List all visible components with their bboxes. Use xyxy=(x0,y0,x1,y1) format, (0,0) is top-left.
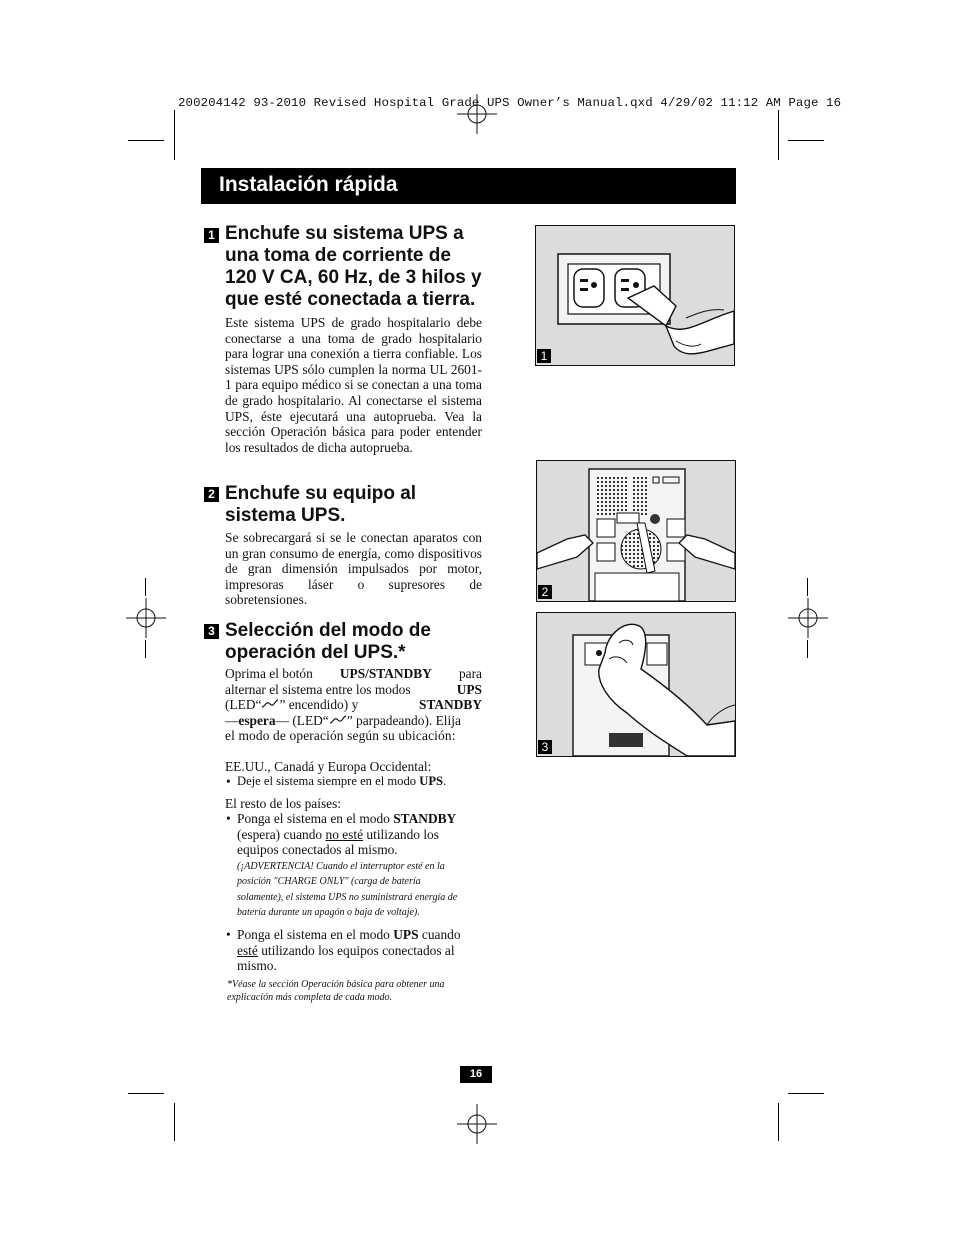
step-1-heading-line: una toma de corriente de xyxy=(225,245,451,266)
bullet-line xyxy=(237,927,487,943)
page-title: Instalación rápida xyxy=(219,173,398,196)
step-3-heading-line: operación del UPS.* xyxy=(225,642,406,663)
bullet-line: mismo. xyxy=(237,958,277,974)
text: Oprima el botón xyxy=(225,666,313,681)
warning-line: posición "CHARGE ONLY" (carga de batería xyxy=(237,876,421,888)
press-button-illustration xyxy=(537,613,735,756)
paragraph-line xyxy=(225,666,482,682)
crop-mark xyxy=(788,1093,824,1094)
text: cuando xyxy=(421,927,461,942)
crop-mark xyxy=(128,140,164,141)
text: no esté xyxy=(325,826,364,842)
text: UPS xyxy=(419,774,444,788)
crop-mark xyxy=(145,578,146,596)
step-3-paragraph xyxy=(225,666,482,744)
paragraph-line xyxy=(225,697,482,713)
text: espera xyxy=(238,712,276,728)
step-1-heading xyxy=(225,223,505,311)
footnote-line: explicación más completa de cada modo. xyxy=(227,991,392,1003)
text: utilizando los xyxy=(366,826,439,842)
footnote-line: *Véase la sección Operación básica para obtener una xyxy=(227,979,445,990)
crop-mark xyxy=(807,578,808,596)
text xyxy=(225,697,358,713)
crop-mark xyxy=(778,110,779,160)
step-1-heading-line: Enchufe su sistema UPS a xyxy=(225,223,464,244)
ups-standby-button-label: UPS/STANDBY xyxy=(339,666,432,681)
step-2-heading xyxy=(225,483,485,527)
step-2-heading-line: sistema UPS. xyxy=(225,505,346,526)
step-2-heading-line: Enchufe su equipo al xyxy=(225,483,417,504)
figure-2-label: 2 xyxy=(538,585,552,599)
text: Ponga el sistema en el modo xyxy=(237,927,390,942)
paragraph-line xyxy=(225,682,482,698)
bullet-line: equipos conectados al mismo. xyxy=(237,842,398,858)
text: Ponga el sistema en el modo xyxy=(237,811,390,826)
text: alternar el sistema entre los modos xyxy=(225,681,411,697)
bullet-dot: • xyxy=(226,927,231,942)
text: — (LED“ xyxy=(275,712,329,728)
wall-outlet-illustration xyxy=(536,226,734,365)
text xyxy=(225,713,461,729)
page-number: 16 xyxy=(460,1066,492,1083)
text: (espera) cuando xyxy=(237,826,323,842)
step-2-number: 2 xyxy=(204,487,219,502)
crop-mark xyxy=(128,1093,164,1094)
registration-mark-icon xyxy=(124,596,168,640)
step-2-body: Se sobrecargará si se le conectan aparatos con un gran consumo de energía, como dispositivos de gran dimensión impulsados por motor, impresoras láser o supresores de sobretensiones. xyxy=(225,530,482,608)
region-heading: EE.UU., Canadá y Europa Occidental: xyxy=(225,759,432,774)
warning-line: solamente), el sistema UPS no suministrará energía de xyxy=(237,891,458,903)
figure-2-ups-rear-panel xyxy=(536,460,736,602)
text: STANDBY xyxy=(393,811,457,826)
crop-mark xyxy=(174,1103,175,1141)
bullet-line xyxy=(237,811,487,827)
warning-line: batería durante un apagón o baja de voltaje). xyxy=(237,907,420,919)
step-3-heading-line: Selección del modo de xyxy=(225,620,431,641)
text: ” parpadeando). Elija xyxy=(346,712,461,728)
bullet-dot: • xyxy=(226,774,231,789)
step-1-heading-line: que esté conectada a tierra. xyxy=(225,289,476,310)
registration-mark-icon xyxy=(455,1102,499,1146)
text: para xyxy=(458,666,482,681)
registration-mark-icon xyxy=(786,596,830,640)
sine-wave-icon xyxy=(329,714,347,726)
crop-mark xyxy=(174,110,175,160)
text: . xyxy=(443,774,447,788)
bullet-dot: • xyxy=(226,811,231,826)
bullet-item xyxy=(237,774,446,790)
footnote xyxy=(227,979,487,1004)
text: ” encendido) y xyxy=(279,697,359,713)
step-1-number: 1 xyxy=(204,228,219,243)
text: — xyxy=(225,712,239,728)
bullet-item xyxy=(237,811,487,858)
text: UPS xyxy=(393,927,419,942)
text: Deje el sistema siempre en el modo xyxy=(237,774,417,788)
step-3-heading xyxy=(225,620,485,664)
crop-mark xyxy=(145,640,146,658)
text: utilizando los equipos conectados al xyxy=(261,942,455,958)
file-slug: 200204142 93-2010 Revised Hospital Grade UPS Owner’s Manual.qxd 4/29/02 11:12 AM Page 16 xyxy=(178,96,842,110)
paragraph-line: el modo de operación según su ubicación: xyxy=(225,728,456,744)
figure-1-label: 1 xyxy=(537,349,551,363)
ups-rear-panel-illustration xyxy=(537,461,735,601)
text: (LED“ xyxy=(225,697,262,713)
crop-mark xyxy=(788,140,824,141)
bullet-line xyxy=(237,943,487,959)
step-1-heading-line: 120 V CA, 60 Hz, de 3 hilos y xyxy=(225,267,482,288)
text: esté xyxy=(237,942,258,958)
region-heading: El resto de los países: xyxy=(225,796,342,811)
figure-3-press-button xyxy=(536,612,736,757)
crop-mark xyxy=(807,640,808,658)
text: UPS xyxy=(456,681,482,697)
sine-wave-icon xyxy=(261,698,279,710)
step-3-number: 3 xyxy=(204,624,219,639)
figure-1-wall-outlet xyxy=(535,225,735,366)
warning-line: (¡ADVERTENCIA! Cuando el interruptor esté en la xyxy=(237,861,445,872)
text: STANDBY xyxy=(419,697,482,713)
bullet-item xyxy=(237,927,487,974)
figure-3-label: 3 xyxy=(538,740,552,754)
registration-mark-icon xyxy=(455,92,499,136)
paragraph-line xyxy=(225,713,482,729)
crop-mark xyxy=(778,1103,779,1141)
warning-note xyxy=(237,859,497,921)
step-1-body: Este sistema UPS de grado hospitalario debe conectarse a una toma de grado hospitalario para lograr una conexión a tierra confiable. Los sistemas UPS sólo cumplen la norma UL 2601-1 para equipo médico si se conectan a una toma de grado hospitalario. Al conectarse el sistema UPS, éste ejecutará una autoprueba. Vea la sección Operación básica para poder entender los resultados de dicha autoprueba. xyxy=(225,315,482,455)
bullet-line xyxy=(237,827,487,843)
